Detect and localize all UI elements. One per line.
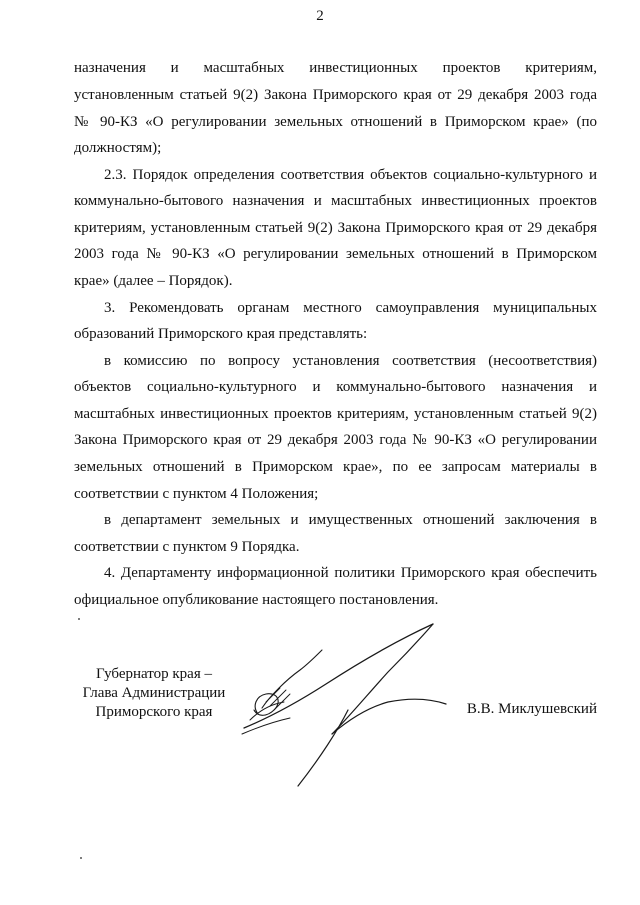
scan-speck (80, 857, 82, 859)
text-line: в комиссию по вопросу установления соответствия (несоответствия) (104, 353, 597, 369)
signatory-title-line: Губернатор края – (96, 666, 212, 682)
text-line: соответствии с пунктом 4 Положения; (74, 486, 319, 502)
text-line: масштабных инвестиционных проектов критериям, установленным статьей 9(2) (74, 406, 597, 422)
signatory-title-line: Глава Администрации (82, 685, 226, 701)
text-line: образований Приморского края представлять: (74, 326, 368, 342)
handwritten-signature (228, 610, 468, 790)
text-line: объектов социально-культурного и коммунально-бытового назначения и (74, 379, 597, 395)
text-line: крае» (далее – Порядок). (74, 273, 233, 289)
text-line: 2003 года № 90-КЗ «О регулировании земельных отношений в Приморском (74, 246, 597, 262)
signatory-title-line: Приморского края (95, 704, 213, 720)
text-line: земельных отношений в Приморском крае», по ее запросам материалы в (74, 459, 597, 475)
text-line: 2.3. Порядок определения соответствия объектов социально-культурного и (104, 167, 597, 183)
text-line: установленным статьей 9(2) Закона Приморского края от 29 декабря 2003 года (74, 87, 597, 103)
text-line: назначения и масштабных инвестиционных проектов критериям, (74, 60, 597, 76)
text-line: коммунально-бытового назначения и масштабных инвестиционных проектов (74, 193, 597, 209)
text-line: 3. Рекомендовать органам местного самоуправления муниципальных (104, 300, 597, 316)
text-line: критериям, установленным статьей 9(2) Закона Приморского края от 29 декабря (74, 220, 597, 236)
text-line: официальное опубликование настоящего постановления. (74, 592, 439, 608)
text-line: 4. Департаменту информационной политики Приморского края обеспечить (104, 565, 597, 581)
text-line: должностям); (74, 140, 162, 156)
scan-speck (78, 618, 80, 620)
signatory-name: В.В. Миклушевский (466, 701, 597, 717)
text-line: № 90-КЗ «О регулировании земельных отношений в Приморском крае» (по (74, 114, 597, 130)
text-line: в департамент земельных и имущественных отношений заключения в (104, 512, 597, 528)
text-line: соответствии с пунктом 9 Порядка. (74, 539, 300, 555)
page-number: 2 (316, 8, 324, 24)
text-line: Закона Приморского края от 29 декабря 2003 года № 90-КЗ «О регулировании (74, 432, 597, 448)
